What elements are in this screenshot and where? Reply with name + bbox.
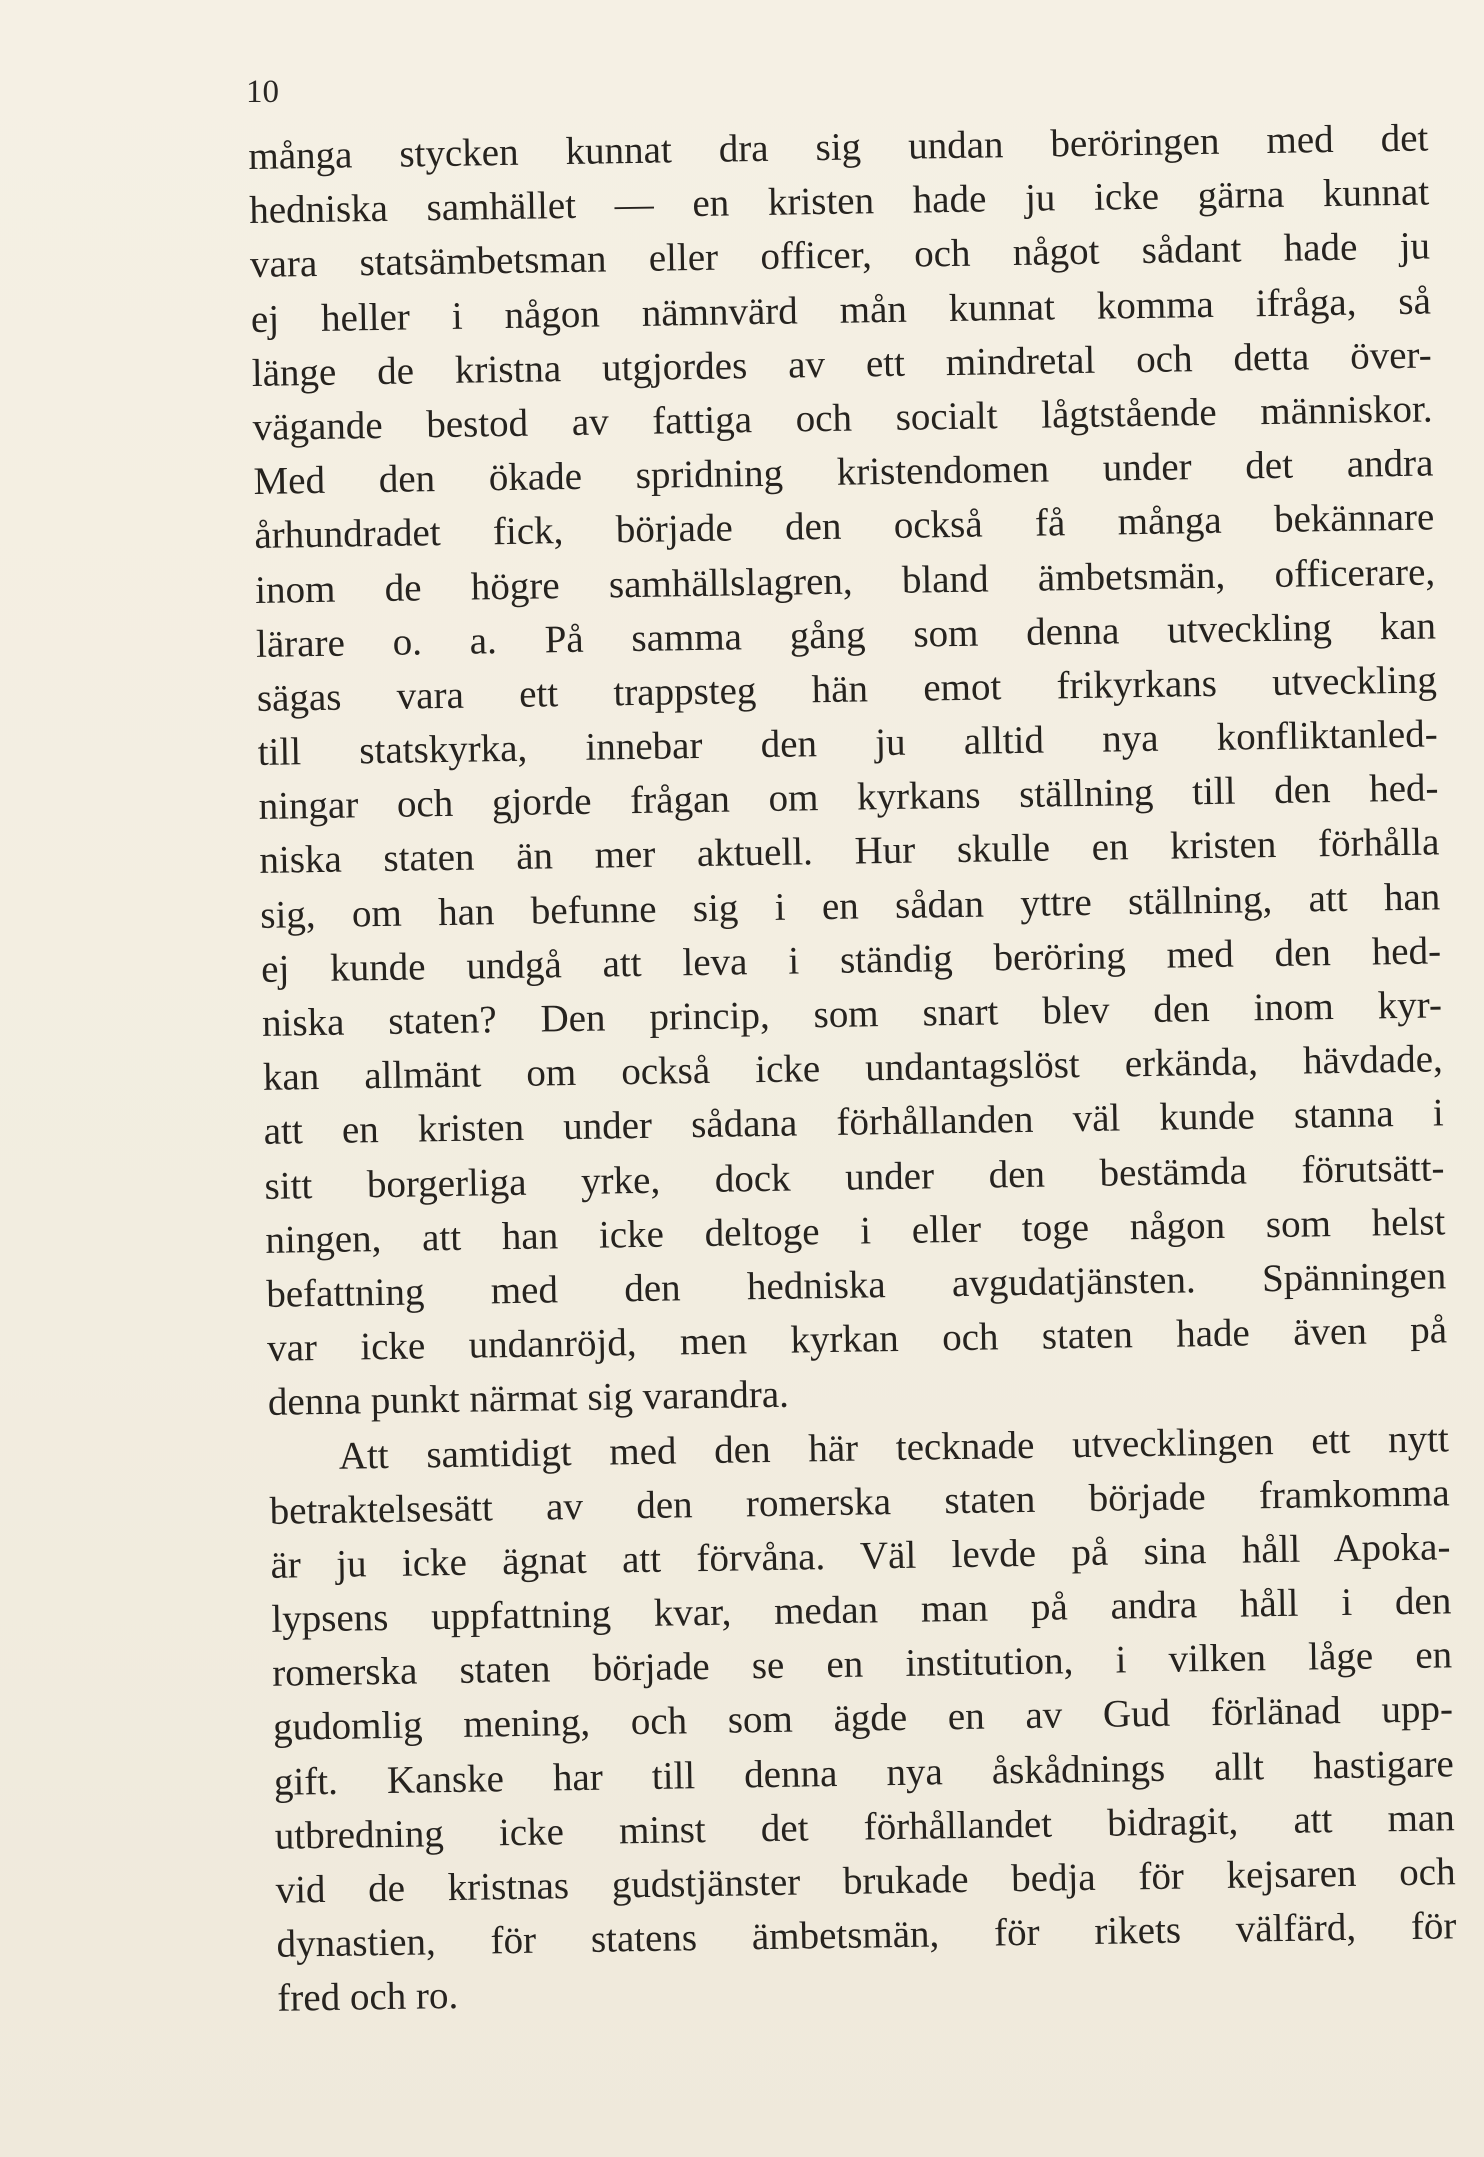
page-number: 10: [246, 74, 279, 110]
text-line: gudomlig mening, och som ägde en av Gud förlänad upp-: [272, 1687, 1454, 1750]
body-text: [248, 111, 1458, 2026]
text-line: århundradet fick, började den också få många bekännare: [254, 495, 1435, 558]
text-line: Med den ökade spridning kristendomen under det andra: [253, 441, 1434, 504]
text-line: dynastien, för statens ämbetsmän, för rikets välfärd, för: [276, 1904, 1457, 1966]
text-line: att en kristen under sådana förhållanden väl kunde stanna i: [263, 1091, 1444, 1154]
text-line: sig, om han befunne sig i en sådan yttre ställning, att han: [259, 874, 1441, 937]
text-line: till statskyrka, innebar den ju alltid nya konfliktanled-: [257, 712, 1438, 774]
text-line: vägande bestod av fattiga och socialt lågtstående människor.: [252, 387, 1433, 449]
text-line: vara statsämbetsman eller officer, och något sådant hade ju: [249, 224, 1431, 287]
text-line: lärare o. a. På samma gång som denna utveckling kan: [255, 604, 1437, 666]
text-line: länge de kristna utgjordes av ett mindretal och detta över-: [251, 333, 1433, 395]
text-line: vid de kristnas gudstjänster brukade bedja för kejsaren och: [275, 1850, 1456, 1912]
text-line: befattning med den hedniska avgudatjänsten. Spänningen: [265, 1254, 1447, 1316]
text-line: ej kunde undgå att leva i ständig beröring med den hed-: [260, 929, 1442, 991]
text-line: hedniska samhället — en kristen hade ju icke gärna kunnat: [248, 170, 1430, 233]
text-line: gift. Kanske har till denna nya åskådnings allt hastigare: [273, 1741, 1455, 1804]
text-line: sitt borgerliga yrke, dock under den bestämda förutsätt-: [264, 1145, 1445, 1208]
text-line: var icke undanröjd, men kyrkan och staten hade även på: [266, 1308, 1448, 1370]
text-line: kan allmänt om också icke undantagslöst erkända, hävdade,: [262, 1037, 1444, 1100]
text-line: lypsens uppfattning kvar, medan man på andra håll i den: [271, 1579, 1452, 1641]
text-line: ningen, att han icke deltoge i eller toge någon som helst: [265, 1200, 1446, 1262]
text-line: många stycken kunnat dra sig undan beröringen med det: [248, 116, 1429, 178]
text-line: Att samtidigt med den här tecknade utvecklingen ett nytt: [338, 1416, 1450, 1478]
text-line: romerska staten började se en institution, i vilken låge en: [271, 1633, 1453, 1696]
text-line: ej heller i någon nämnvärd mån kunnat komma ifråga, så: [250, 279, 1432, 341]
text-line: denna punkt närmat sig varandra.: [267, 1372, 790, 1425]
text-line: utbredning icke minst det förhållandet bidragit, att man: [274, 1796, 1455, 1858]
text-line: är ju icke ägnat att förvåna. Väl levde på sina håll Apoka-: [270, 1525, 1451, 1587]
text-line: fred och ro.: [277, 1974, 459, 2021]
text-line: betraktelsesätt av den romerska staten började framkomma: [269, 1470, 1450, 1533]
text-line: sägas vara ett trappsteg hän emot frikyrkans utveckling: [256, 658, 1438, 720]
text-line: inom de högre samhällslagren, bland ämbetsmän, officerare,: [254, 549, 1436, 612]
text-line: ningar och gjorde frågan om kyrkans ställning till den hed-: [258, 766, 1439, 829]
text-line: niska staten? Den princip, som snart blev den inom kyr-: [261, 983, 1443, 1045]
text-line: niska staten än mer aktuell. Hur skulle en kristen förhålla: [259, 820, 1440, 883]
